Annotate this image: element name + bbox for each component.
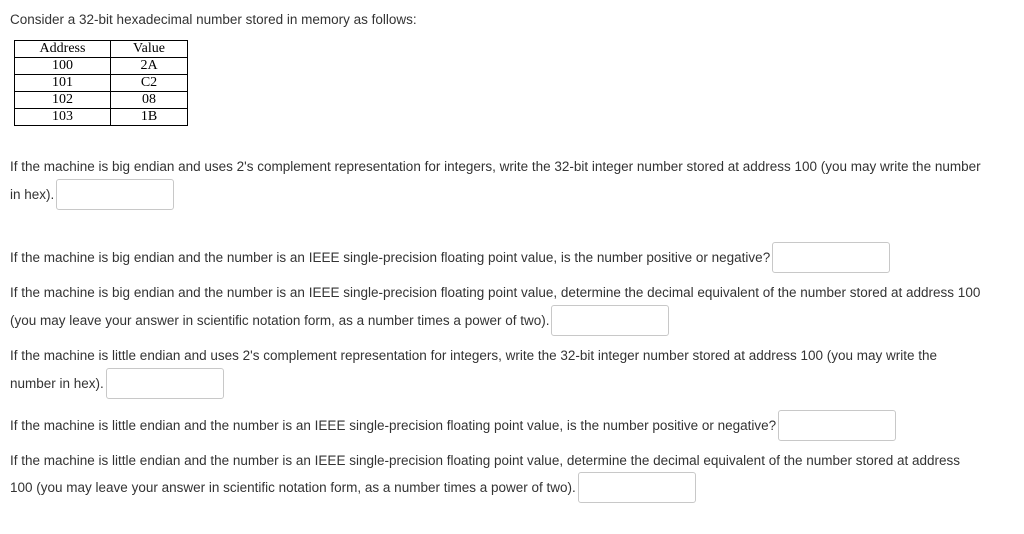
table-row [15, 75, 188, 92]
address-cell: 100 [15, 58, 111, 75]
header-value: Value [111, 41, 188, 58]
address-cell: 101 [15, 75, 111, 92]
address-cell: 102 [15, 92, 111, 109]
q1-text-line1: If the machine is big endian and uses 2's complement representation for integers, write the 32-bit integer number stored at address 100 (you may write the number [10, 159, 981, 174]
q5-row [10, 409, 896, 441]
q2-row [10, 241, 890, 273]
q4-text-line2: number in hex). [10, 375, 104, 391]
q5-text: If the machine is little endian and the number is an IEEE single-precision floating point value, is the number positive or negative? [10, 417, 777, 433]
q4-row [10, 367, 224, 399]
q1-row [10, 178, 174, 210]
q5-answer-input[interactable] [778, 410, 896, 441]
memory-table [14, 40, 188, 126]
intro-text: Consider a 32-bit hexadecimal number stored in memory as follows: [10, 12, 417, 27]
q1-text-line2: in hex). [10, 186, 55, 202]
q4-answer-input[interactable] [106, 368, 224, 399]
value-cell: 1B [111, 109, 188, 126]
q6-answer-input[interactable] [578, 472, 696, 503]
q6-text-line1: If the machine is little endian and the number is an IEEE single-precision floating point value, determine the decimal equivalent of the number stored at address [10, 453, 961, 468]
table-row [15, 92, 188, 109]
q1-answer-input[interactable] [56, 179, 174, 210]
table-row [15, 58, 188, 75]
value-cell: C2 [111, 75, 188, 92]
q4-text-line1: If the machine is little endian and uses 2's complement representation for integers, write the 32-bit integer number stored at address 100 (you may write the [10, 348, 938, 363]
q2-answer-input[interactable] [772, 242, 890, 273]
value-cell: 2A [111, 58, 188, 75]
table-header-row [15, 41, 188, 58]
q3-answer-input[interactable] [551, 305, 669, 336]
q6-text-line2: 100 (you may leave your answer in scientific notation form, as a number times a power of two). [10, 479, 576, 495]
q6-row [10, 471, 696, 503]
q3-text-line2: (you may leave your answer in scientific notation form, as a number times a power of two). [10, 312, 550, 328]
q3-text-line1: If the machine is big endian and the number is an IEEE single-precision floating point value, determine the decimal equivalent of the number stored at address 100 [10, 285, 981, 300]
address-cell: 103 [15, 109, 111, 126]
table-row [15, 109, 188, 126]
value-cell: 08 [111, 92, 188, 109]
header-address: Address [15, 41, 111, 58]
q3-row [10, 304, 669, 336]
q2-text: If the machine is big endian and the number is an IEEE single-precision floating point value, is the number positive or negative? [10, 249, 771, 265]
